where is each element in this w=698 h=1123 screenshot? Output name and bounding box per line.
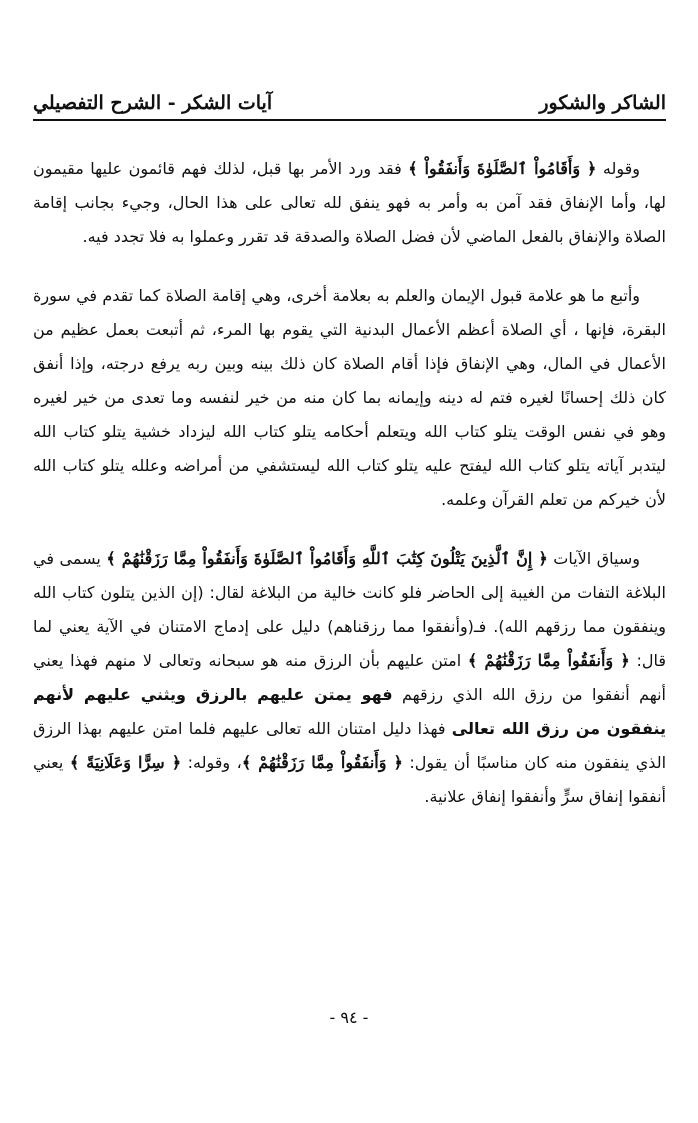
- paragraph-1: [33, 152, 666, 254]
- quran-verse-anfaqu-second: ﴿ وَأَنفَقُواْ مِمَّا رَزَقْنَٰهُمْ ﴾: [241, 753, 403, 772]
- body-text: [33, 152, 666, 839]
- paragraph-1-intro: وقوله: [596, 159, 640, 178]
- paragraph-2: وأتبع ما هو علامة قبول الإيمان والعلم به بعلامة أخرى، وهي إقامة الصلاة كما تقدم في سورة البقرة، فإنها ، أي الصلاة أعظم الأعمال البدنية التي يقوم بها المرء، ثم أتبعت بعمل عظيم من الأعمال في المال، وهي الإنفاق فإذا أقام الصلاة كان ذلك بينه وبين ربه يرفع درجته، وإذا أنفق كان ذلك إحسانًا لغيره فتم له دينه وإيمانه بما كان منه من خير لنفسه وما تعدى من خير لغيره وهو في نفس الوقت يتلو كتاب الله ويتعلم أحكامه يتلو كتاب الله ليزداد خشية يتلو كتاب الله ليتدبر آياته يتلو كتاب الله ليفتح عليه يتلو كتاب الله ليستشفي من أمراضه وعلله يتلو كتاب الله لأن خيركم من تعلم القرآن وعلمه.: [33, 286, 666, 509]
- paragraph-3-intro: وسياق الآيات: [547, 549, 641, 568]
- page-number: - ٩٤ -: [329, 1008, 369, 1027]
- paragraph-3-part-2: يسمى في البلاغة التفات من الغيبة إلى الحاضر فلو كانت خالية من البلاغة لقال: (إن الذين يتلون كتاب الله وينفقون مما رزقهم الله). فـ(وأنفقوا مما رزقناهم) دليل على إدماج الامتنان في الآية يعني لما قال:: [33, 549, 667, 670]
- paragraph-3-part-5: ، وقوله:: [181, 753, 242, 772]
- paragraph-3-part-6: يعني أنفقوا إنفاق سرٍّ وأنفقوا إنفاق علانية.: [33, 753, 666, 806]
- running-header: [33, 84, 666, 116]
- emphasized-sentence: فهو يمتن عليهم بالرزق ويثني عليهم لأنهم ينفقون من رزق الله تعالى: [33, 685, 667, 738]
- paragraph-1-body: فقد ورد الأمر بها قبل، لذلك فهم قائمون عليها مقيمون لها، وأما الإنفاق فقد آمن به وأمر به فهو ينفق لله تعالى على هذا الحال، وجيء بجانب إقامة الصلاة والإنفاق بالفعل الماضي لأن فضل الصلاة والصدقة قد تقرر وعملوا به فلا تجدد فيه.: [33, 159, 666, 246]
- header-book-title: الشاكر والشكور: [539, 92, 666, 114]
- quran-verse-aqamu-salat: ﴿ وَأَقَامُواْ ٱلصَّلَوٰةَ وَأَنفَقُواْ ﴾: [408, 159, 597, 178]
- header-divider: [33, 119, 666, 121]
- paragraph-3: [33, 542, 666, 814]
- paragraph-3-part-3: امتن عليهم بأن الرزق منه هو سبحانه وتعالى لا منهم فهذا يعني أنهم أنفقوا من رزق الله الذي رزقهم: [33, 651, 667, 704]
- header-chapter-title: آيات الشكر - الشرح التفصيلي: [33, 92, 273, 114]
- quran-verse-yatluna-kitab: ﴿ إِنَّ ٱلَّذِينَ يَتْلُونَ كِتَٰبَ ٱللَّهِ وَأَقَامُواْ ٱلصَّلَوٰةَ وَأَنفَقُواْ مِمَّا رَزَقْنَٰهُمْ ﴾: [106, 549, 548, 568]
- quran-verse-anfaqu-first: ﴿ وَأَنفَقُواْ مِمَّا رَزَقْنَٰهُمْ ﴾: [467, 651, 630, 670]
- paragraph-3-part-4: فهذا دليل امتنان الله تعالى عليهم فلما امتن عليهم بهذا الرزق الذي ينفقون منه كان مناسبًا أن يقول:: [33, 719, 667, 772]
- quran-verse-sirran-alaniyah: ﴿ سِرًّا وَعَلَانِيَةً ﴾: [69, 753, 182, 772]
